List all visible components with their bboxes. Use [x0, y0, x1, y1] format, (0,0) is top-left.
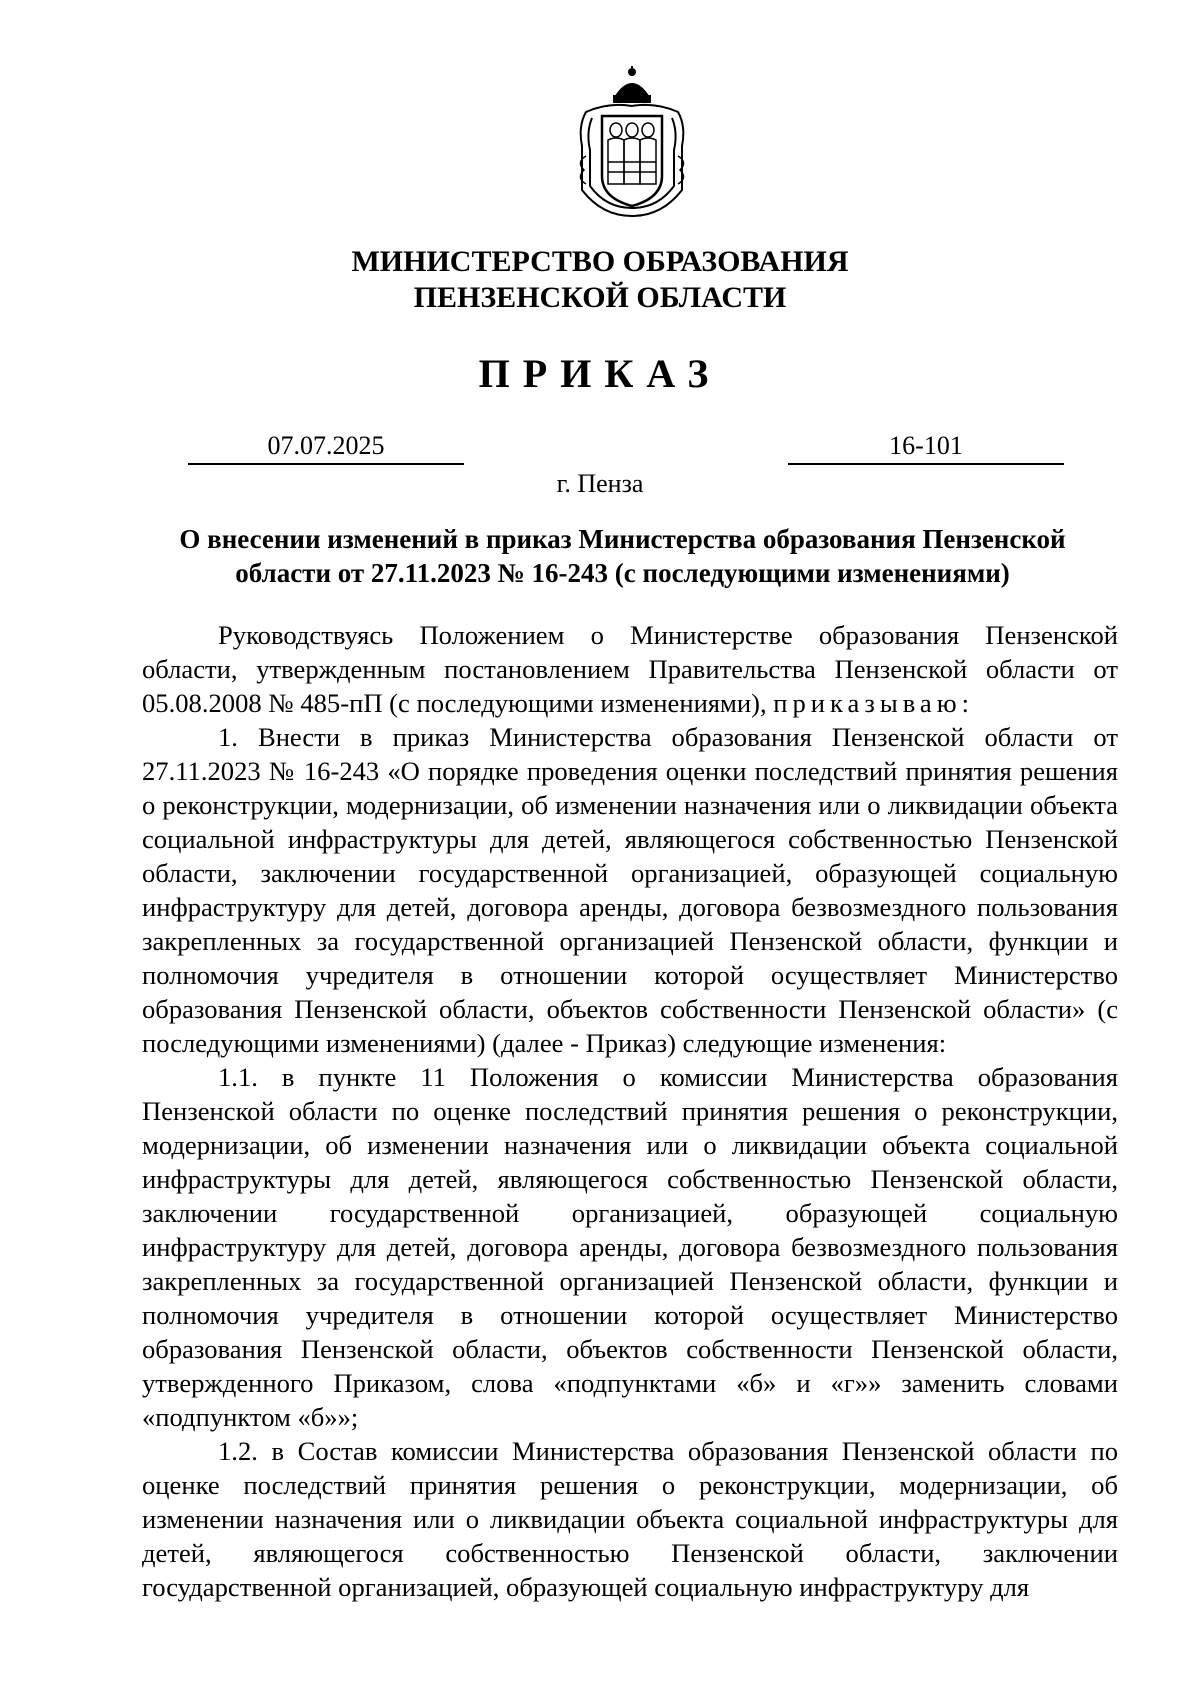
paragraph-preamble [142, 618, 1118, 720]
preamble-text: Руководствуясь Положением о Министерстве образования Пензенской области, утвержденным постановлением Правительства Пензенской области от 05.08.2008 № 485-пП (с последующими изменениями), [142, 620, 1118, 718]
coat-of-arms-icon [572, 66, 692, 218]
organization-name [0, 244, 1200, 316]
subject-line-2: области от 27.11.2023 № 16-243 (с последующими изменениями) [235, 558, 1010, 588]
document-body [142, 618, 1118, 1604]
document-subject [150, 522, 1095, 590]
org-line-2: ПЕНЗЕНСКОЙ ОБЛАСТИ [413, 281, 787, 314]
document-city: г. Пенза [556, 469, 644, 498]
order-word: приказываю: [773, 688, 974, 718]
paragraph-1: 1. Внести в приказ Министерства образования Пензенской области от 27.11.2023 № 16-243 «О порядке проведения оценки последствий принятия решения о реконструкции, модернизации, об изменении назначения или о ликвидации объекта социальной инфраструктуры для детей, являющегося собственностью Пензенской области, заключении государственной организацией, образующей социальную инфраструктуру для детей, договора аренды, договора безвозмездного пользования закрепленных за государственной организацией Пензенской области, функции и полномочия учредителя в отношении которой осуществляет Министерство образования Пензенской области, объектов собственности Пензенской области» (с последующими изменениями) (далее - Приказ) следующие изменения: [142, 722, 1118, 1058]
paragraph-1-2: 1.2. в Состав комиссии Министерства образования Пензенской области по оценке последствий принятия решения о реконструкции, модернизации, об изменении назначения или о ликвидации объекта социальной инфраструктуры для детей, являющегося собственностью Пензенской области, заключении государственной организацией, образующей социальную инфраструктуру для [142, 1436, 1118, 1602]
org-line-1: МИНИСТЕРСТВО ОБРАЗОВАНИЯ [351, 245, 849, 278]
paragraph-1-1: 1.1. в пункте 11 Положения о комиссии Министерства образования Пензенской области по оценке последствий принятия решения о реконструкции, модернизации, об изменении назначения или о ликвидации объекта социальной инфраструктуры для детей, являющегося собственностью Пензенской области, заключении государственной организацией, образующей социальную инфраструктуру для детей, договора аренды, договора безвозмездного пользования закрепленных за государственной организацией Пензенской области, функции и полномочия учредителя в отношении которой осуществляет Министерство образования Пензенской области, объектов собственности Пензенской области, утвержденного Приказом, слова «подпунктами «б» и «г»» заменить словами «подпунктом «б»»; [142, 1062, 1118, 1432]
document-number: 16-101 [788, 430, 1064, 465]
document-date: 07.07.2025 [188, 430, 464, 465]
subject-line-1: О внесении изменений в приказ Министерства образования Пензенской [179, 524, 1066, 554]
document-type: ПРИКАЗ [478, 351, 722, 396]
